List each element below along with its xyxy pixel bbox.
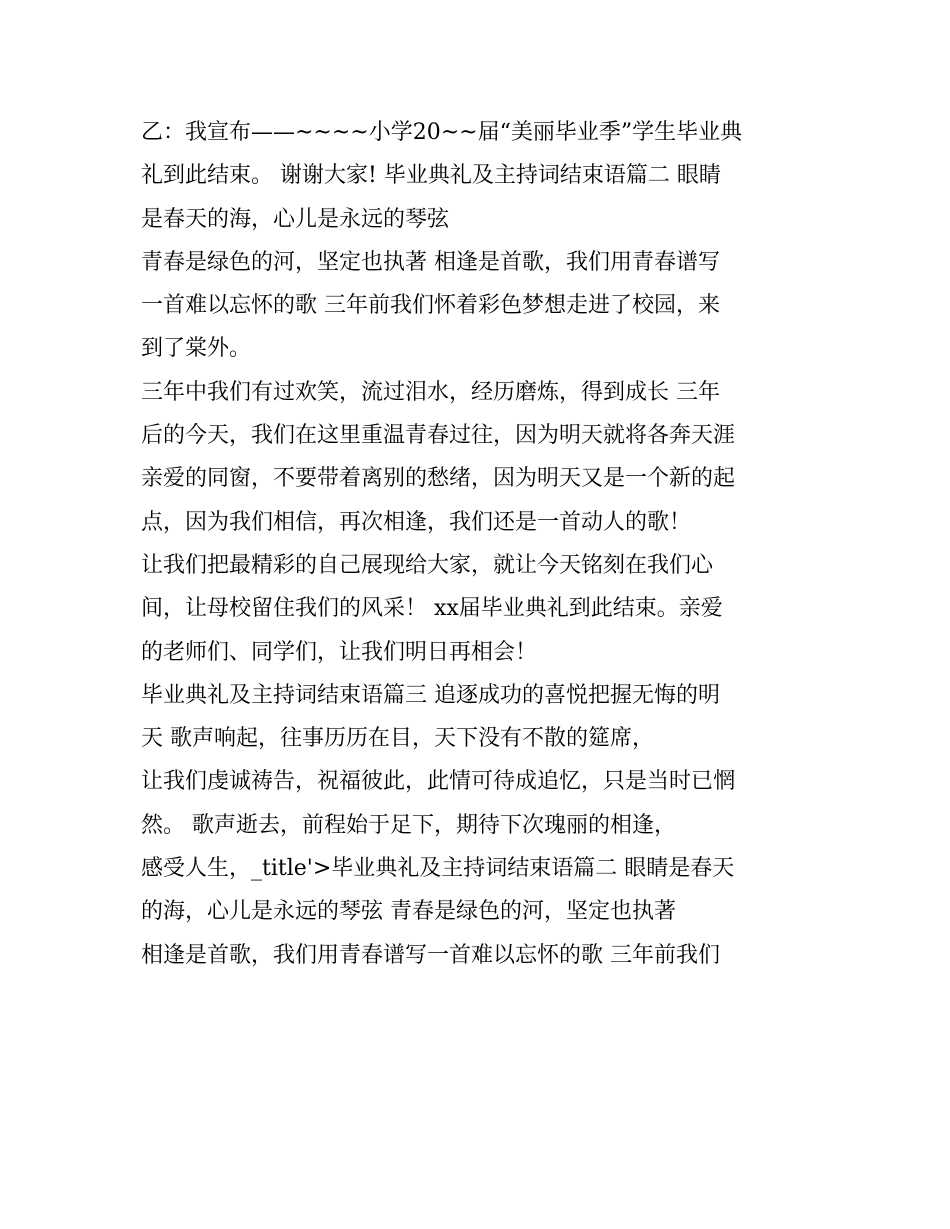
text-line: 青春是绿色的河，坚定也执著 相逢是首歌，我们用青春谱写: [141, 249, 720, 275]
document-body-text: [141, 111, 831, 977]
text-line: 三年中我们有过欢笑，流过泪水，经历磨炼，得到成长 三年: [141, 379, 720, 405]
text-line: 乙：我宣布——~~~~小学20~~届“美丽毕业季”学生毕业典: [141, 120, 743, 145]
text-line: 让我们把最精彩的自己展现给大家，就让今天铭刻在我们心: [141, 552, 714, 578]
text-line: 是春天的海，心儿是永远的琴弦: [141, 206, 450, 232]
text-line: 天 歌声响起，往事历历在目，天下没有不散的筵席，: [141, 726, 654, 752]
text-line: 感受人生，_title'>毕业典礼及主持词结束语篇二 眼睛是春天: [141, 856, 735, 882]
text-line: 间，让母校留住我们的风采！ xx届毕业典礼到此结束。亲爱: [141, 596, 723, 622]
text-line: 的老师们、同学们，让我们明日再相会！: [141, 639, 538, 665]
text-line: 的海，心儿是永远的琴弦 青春是绿色的河，坚定也执著: [141, 899, 676, 925]
text-line: 点，因为我们相信，再次相逢，我们还是一首动人的歌！: [141, 509, 692, 535]
text-line: 毕业典礼及主持词结束语篇三 追逐成功的喜悦把握无悔的明: [141, 682, 720, 708]
text-line: 然。 歌声逝去，前程始于足下，期待下次瑰丽的相逢，: [141, 812, 676, 838]
text-line: 到了棠外。: [141, 336, 252, 362]
text-line: 相逢是首歌，我们用青春谱写一首难以忘怀的歌 三年前我们: [141, 942, 720, 968]
text-line: 让我们虔诚祷告，祝福彼此，此情可待成追忆，只是当时已惘: [141, 769, 736, 795]
text-line: 亲爱的同窗，不要带着离别的愁绪，因为明天又是一个新的起: [141, 466, 736, 492]
text-line: 后的今天，我们在这里重温青春过往，因为明天就将各奔天涯: [141, 423, 736, 449]
text-line: 一首难以忘怀的歌 三年前我们怀着彩色梦想走进了校园，来: [141, 293, 720, 319]
text-line: 礼到此结束。 谢谢大家! 毕业典礼及主持词结束语篇二 眼睛: [141, 163, 721, 189]
